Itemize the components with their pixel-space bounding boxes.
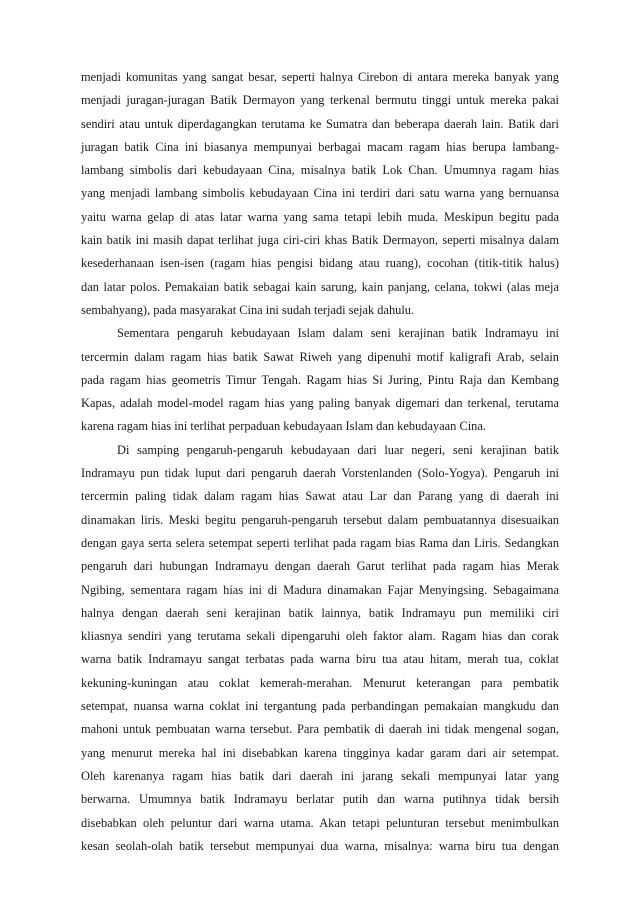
text-line: Di samping pengaruh-pengaruh kebudayaan dari luar negeri, seni kerajinan batik <box>117 442 559 457</box>
paragraph-2 <box>81 322 559 438</box>
paragraph-1 <box>81 66 559 322</box>
text-line: Kapas, adalah model-model ragam hias yang paling banyak digemari dan terkenal, terutama <box>81 396 559 411</box>
text-line: kesederhanaan isen-isen (ragam hias pengisi bidang atau ruang), cocohan (titik-titik halus) <box>81 256 559 271</box>
text-line: mahoni untuk pembuatan warna tersebut. Para pembatik di daerah ini tidak mengenal sogan, <box>81 722 559 737</box>
text-line: Indramayu pun tidak luput dari pengaruh daerah Vorstenlanden (Solo-Yogya). Pengaruh ini <box>81 466 559 481</box>
text-line: pengaruh dari hubungan Indramayu dengan daerah Garut terlihat pada ragam hias Merak <box>81 559 559 574</box>
text-line: menjadi komunitas yang sangat besar, seperti halnya Cirebon di antara mereka banyak yang <box>81 70 559 84</box>
text-line: kain batik ini masih dapat terlihat juga ciri-ciri khas Batik Dermayon, seperti misalnya dalam <box>81 233 559 248</box>
paragraph-3 <box>81 439 559 858</box>
text-line: kesan seolah-olah batik tersebut mempunyai dua warna, misalnya: warna biru tua dengan <box>81 838 559 853</box>
text-line: lambang simbolis dari kebudayaan Cina, misalnya batik Lok Chan. Umumnya ragam hias <box>81 163 559 178</box>
text-line: Oleh karenanya ragam hias batik dari daerah ini jarang sekali mempunyai latar yang <box>81 768 559 783</box>
text-line: tercermin dalam ragam hias batik Sawat Riweh yang dipenuhi motif kaligrafi Arab, selain <box>81 349 559 364</box>
text-line: kliasnya sendiri yang terutama sekali dipengaruhi oleh faktor alam. Ragam hias dan corak <box>81 629 559 644</box>
text-line: dengan gaya serta selera setempat seperti terlihat pada ragam bias Rama dan Liris. Sedangkan <box>81 535 559 550</box>
text-line: warna batik Indramayu sangat terbatas pada warna biru tua atau hitam, merah tua, coklat <box>81 652 559 667</box>
text-line: setempat, nuansa warna coklat ini tergantung pada perbandingan pemakaian mangkudu dan <box>81 699 559 714</box>
text-line: yang menurut mereka hal ini disebabkan karena tingginya kadar garam dari air setempat. <box>81 745 559 760</box>
text-line: yang menjadi lambang simbolis kebudayaan Cina ini terdiri dari satu warna yang bernuansa <box>81 186 559 201</box>
text-line: disebabkan oleh peluntur dari warna utama. Akan tetapi pelunturan tersebut menimbulkan <box>81 815 559 830</box>
text-line: juragan batik Cina ini biasanya mempunyai berbagai macam ragam hias berupa lambang- <box>81 139 559 154</box>
text-line: sembahyang), pada masyarakat Cina ini sudah terjadi sejak dahulu. <box>81 302 415 317</box>
text-line: berwarna. Umumnya batik Indramayu berlatar putih dan warna putihnya tidak bersih <box>81 792 559 807</box>
text-line: dan latar polos. Pemakaian batik sebagai kain sarung, kain panjang, celana, tokwi (alas meja <box>81 279 559 294</box>
text-line: yaitu warna gelap di atas latar warna yang sama tetapi lebih muda. Meskipun begitu pada <box>81 209 559 224</box>
text-line: karena ragam hias ini terlihat perpaduan kebudayaan Islam dan kebudayaan Cina. <box>81 419 486 434</box>
text-line: halnya dengan daerah seni kerajinan batik lainnya, batik Indramayu pun memiliki ciri <box>81 605 559 620</box>
text-line: kekuning-kuningan atau coklat kemerah-merahan. Menurut keterangan para pembatik <box>81 675 559 690</box>
text-line: sendiri atau untuk diperdagangkan terutama ke Sumatra dan beberapa daerah lain. Batik dari <box>81 116 559 131</box>
body-text <box>81 66 559 858</box>
text-line: Ngibing, sementara ragam hias ini di Madura dinamakan Fajar Menyingsing. Sebagaimana <box>81 582 559 597</box>
text-line: pada ragam hias geometris Timur Tengah. Ragam hias Si Juring, Pintu Raja dan Kembang <box>81 372 559 387</box>
text-line: dinamakan liris. Meski begitu pengaruh-pengaruh tersebut dalam pembuatannya disesuaikan <box>81 512 559 527</box>
text-line: menjadi juragan-juragan Batik Dermayon yang terkenal bermutu tinggi untuk mereka pakai <box>81 93 559 108</box>
text-line: Sementara pengaruh kebudayaan Islam dalam seni kerajinan batik Indramayu ini <box>117 326 559 341</box>
text-line: tercermin paling tidak dalam ragam hias Sawat atau Lar dan Parang yang di daerah ini <box>81 489 559 504</box>
